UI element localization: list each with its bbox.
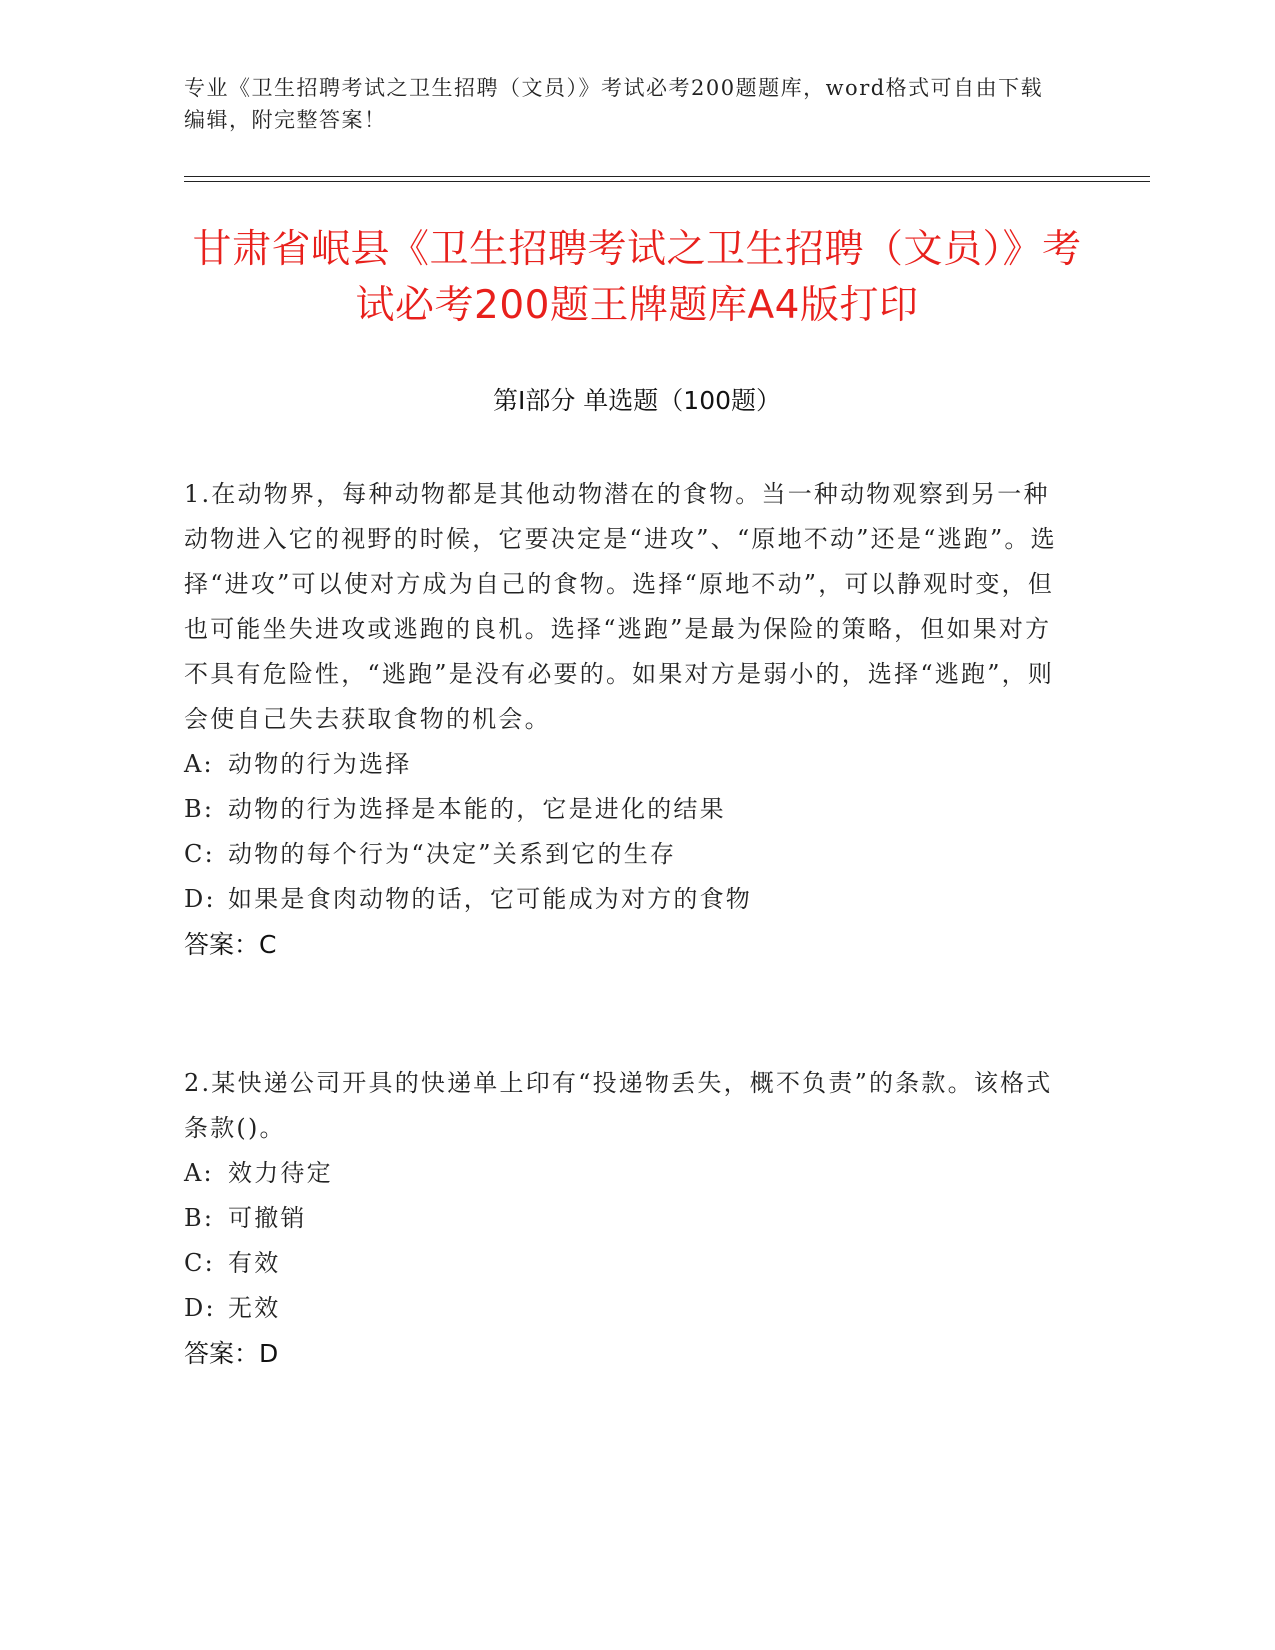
option-text: 有效 [228,1249,281,1277]
option-text: 可撤销 [228,1204,307,1232]
question-2 [184,1061,1060,1376]
document-title: 甘肃省岷县《卫生招聘考试之卫生招聘（文员）》考试必考200题王牌题库A4版打印 [192,227,1082,328]
option-text: 如果是食肉动物的话，它可能成为对方的食物 [228,885,752,913]
option-letter: C: [184,840,215,868]
option-letter: B: [184,1204,215,1232]
option-letter: D: [184,885,216,913]
section-title: 第Ⅰ部分 单选题（100题） [492,386,782,415]
header-divider-top [184,176,1150,177]
answer-line: 答案：D [184,1339,279,1368]
option-d [184,877,1060,922]
option-b [184,1196,1060,1241]
option-c [184,1241,1060,1286]
option-text: 动物的行为选择是本能的，它是进化的结果 [228,795,726,823]
option-letter: D: [184,1294,216,1322]
option-a [184,1151,1060,1196]
question-stem: 1.在动物界，每种动物都是其他动物潜在的食物。当一种动物观察到另一种动物进入它的视野的时候，它要决定是“进攻”、“原地不动”还是“逃跑”。选择“进攻”可以使对方成为自己的食物。选择“原地不动”，可以静观时变，但也可能坐失进攻或逃跑的良机。选择“逃跑”是最为保险的策略，但如果对方不具有危险性，“逃跑”是没有必要的。如果对方是弱小的，选择“逃跑”，则会使自己失去获取食物的机会。 [184,480,1057,733]
option-letter: A: [184,1159,214,1187]
option-d [184,1286,1060,1331]
option-text: 动物的每个行为“决定”关系到它的生存 [228,840,677,868]
answer-line: 答案：C [184,930,277,959]
header-divider-bottom [184,181,1150,182]
option-text: 效力待定 [228,1159,333,1187]
option-c [184,832,1060,877]
option-letter: C: [184,1249,215,1277]
header-note: 专业《卫生招聘考试之卫生招聘（文员）》考试必考200题题库，word格式可自由下载编辑，附完整答案！ [184,76,1044,132]
option-a [184,742,1060,787]
question-stem: 2.某快递公司开具的快递单上印有“投递物丢失，概不负责”的条款。该格式条款()。 [184,1069,1053,1142]
option-letter: B: [184,795,215,823]
question-1 [184,472,1060,967]
option-b [184,787,1060,832]
option-text: 动物的行为选择 [228,750,412,778]
option-letter: A: [184,750,214,778]
option-text: 无效 [228,1294,281,1322]
